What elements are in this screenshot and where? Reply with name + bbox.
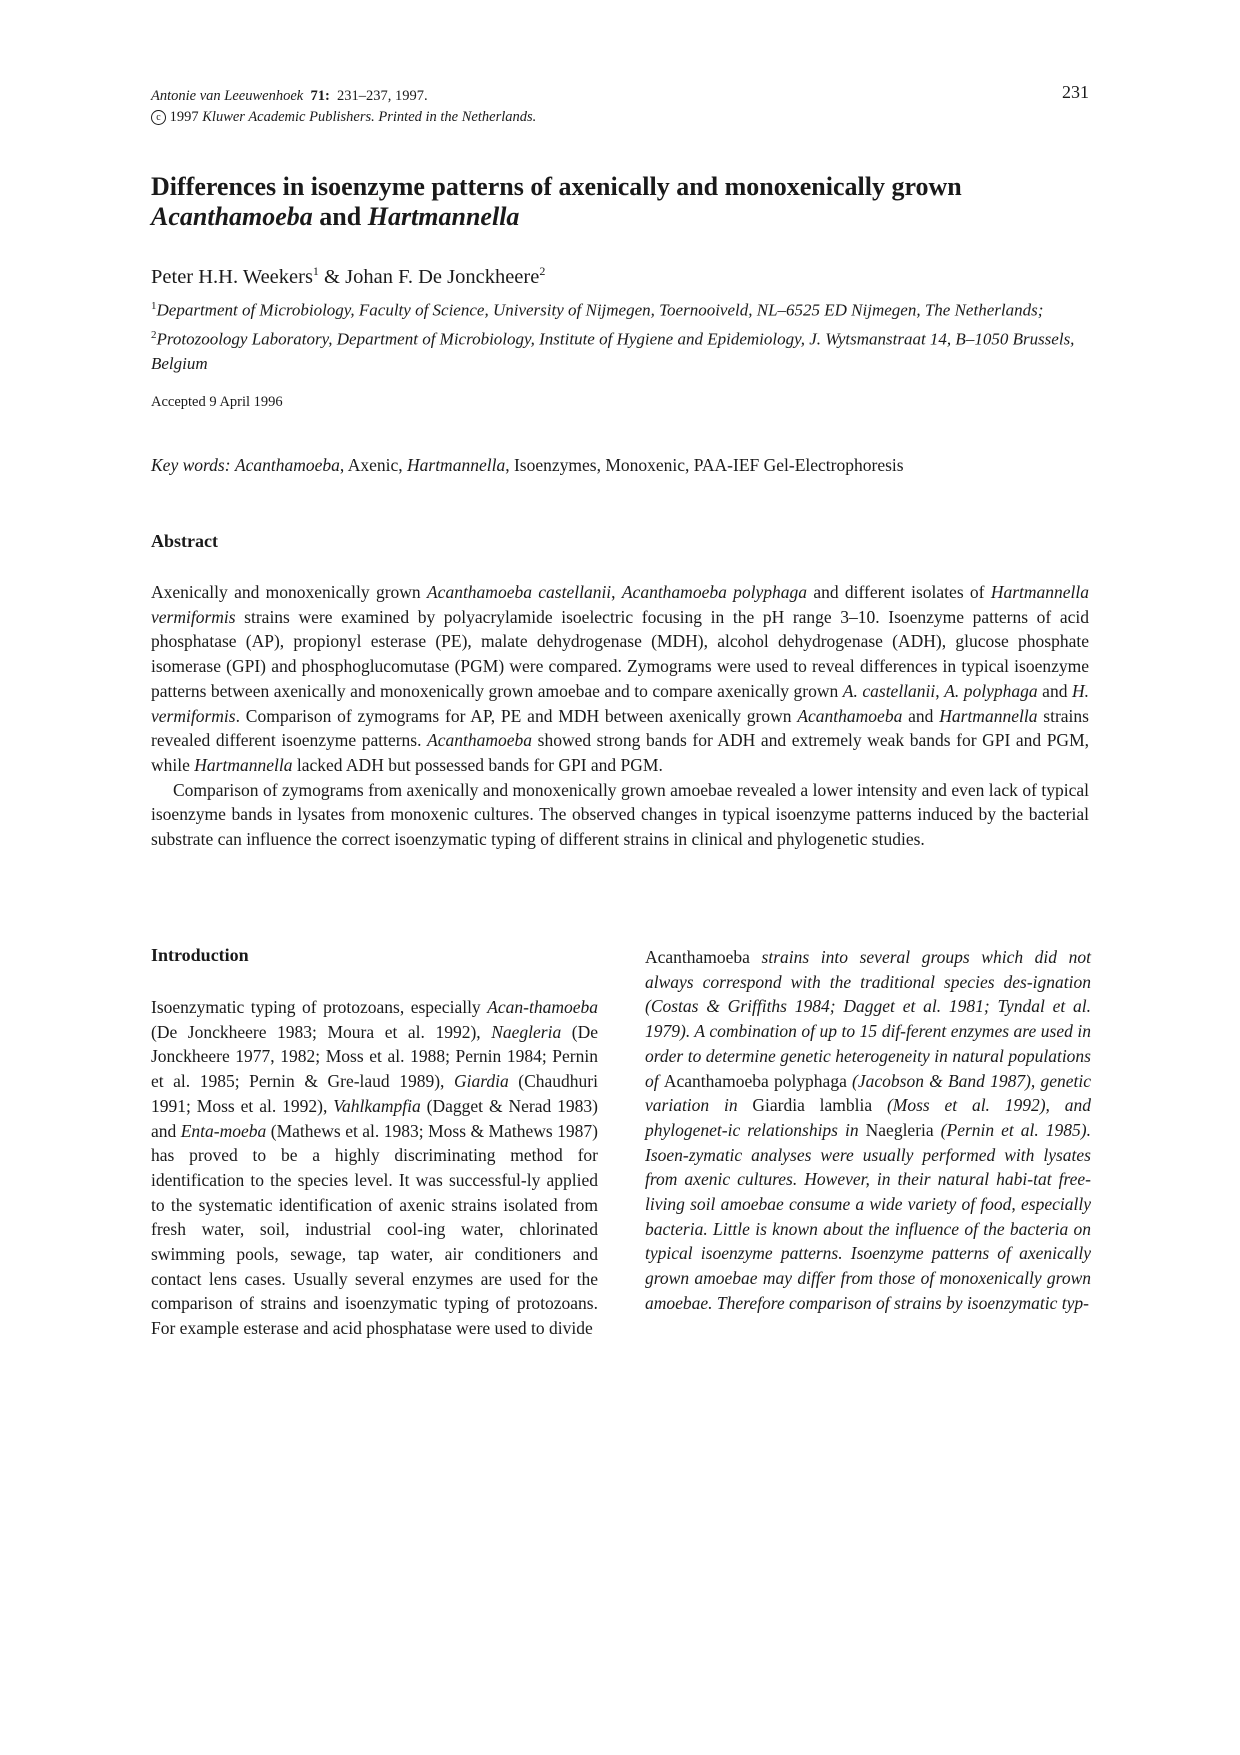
text-run: (De Jonckheere 1977, 1982; Moss et al. 1988; Pernin 1984; Pernin et al. 1985; Pernin & Gre-laud 1989), <box>151 1021 599 1092</box>
text-run: and <box>902 705 940 726</box>
journal-pages: 231–237, 1997. <box>337 88 428 104</box>
affil-2: Protozoology Laboratory, Department of Microbiology, Institute of Hygiene and Epidemiology, J. Wytsmanstraat 14, B–1050 Brussels, Belgium <box>151 329 1075 374</box>
text-run: Isoenzymatic typing of protozoans, especially <box>151 997 488 1017</box>
affil-1: Department of Microbiology, Faculty of Science, University of Nijmegen, Toernooiveld, NL–6525 ED Nijmegen, The Netherlands; <box>156 300 1044 320</box>
text-run: Acanthamoeba <box>645 947 750 967</box>
introduction-paragraph-left <box>151 995 598 1341</box>
text-run: (Mathews et al. 1983; Moss & Mathews 1987) has proved to be a highly discriminating method for identification to the species level. It was successful-ly applied to the systematic identification of axenic strains isolated from fresh water, soil, industrial cool-ing water, chlorinated swimming pools, sewage, tap water, air conditioners and contact lens cases. Usually several enzymes are used for the comparison of strains and isoenzymatic typing of protozoans. For example esterase and acid phosphatase were used to divide <box>151 1120 598 1339</box>
italic-term: Hartmannella <box>939 705 1038 726</box>
italic-term: Giardia <box>453 1071 509 1092</box>
italic-term: A. castellanii <box>842 680 936 701</box>
author-amp: & <box>324 265 340 288</box>
abstract-paragraph-1 <box>151 580 1089 778</box>
abstract-paragraph-2: Comparison of zymograms from axenically and monoxenically grown amoebae revealed a lower intensity and even lack of typical isoenzyme bands in lysates from monoxenic cultures. The observed changes in typical isoenzyme patterns induced by the bacterial substrate can influence the correct isoenzymatic typing of different strains in clinical and phylogenetic studies. <box>151 779 1089 850</box>
text-run: and different isolates of <box>807 582 991 602</box>
text-run: strains revealed different isoenzyme patterns. <box>151 705 1089 751</box>
italic-term: Naegleria <box>491 1021 562 1042</box>
journal-header <box>151 86 536 128</box>
italic-term: Vahlkampfia <box>333 1095 421 1116</box>
introduction-right-column <box>645 945 1091 1316</box>
text-run: lacked ADH but possessed bands for GPI and PGM. <box>292 754 663 775</box>
paper-title <box>151 172 1091 232</box>
text-run: Giardia lamblia <box>752 1095 873 1116</box>
italic-term: strains into several groups which did not always correspond with the traditional species des-ignation (Costas & Griffiths 1984; Dagget et al. 1981; Tyndal et al. 1979). A combination of up to 15 dif-ferent enzymes are used in order to determine genetic heterogeneity in natural populations of <box>645 947 1091 1091</box>
italic-term: Hartmannella <box>194 754 293 775</box>
italic-term: (Moss et al. 1992), and phylogenet-ic relationships in <box>645 1095 1091 1140</box>
text-run: Axenically and monoxenically grown <box>151 582 427 602</box>
keywords-label: Key words: <box>151 455 231 475</box>
italic-term: Hartmannella vermiformis <box>151 582 1090 627</box>
journal-name: Antonie van Leeuwenhoek <box>151 88 304 104</box>
italic-term: Acanthamoeba <box>427 730 533 751</box>
italic-term: Enta-moeba <box>180 1120 267 1141</box>
author-list <box>151 264 545 289</box>
italic-term: H. vermiformis <box>151 680 1089 726</box>
copyright-year: 1997 <box>169 109 199 125</box>
abstract-body <box>151 580 1089 852</box>
copyright-line <box>151 107 536 128</box>
text-run: (Chaudhuri 1991; Moss et al. 1992), <box>151 1071 598 1116</box>
text-run: , <box>935 680 945 701</box>
affiliations <box>151 294 1091 376</box>
text-run: strains were examined by polyacrylamide isoelectric focusing in the pH range 3–10. Isoenzyme patterns of acid phosphatase (AP), propionyl esterase (PE), malate dehydrogenase (MDH), alcohol dehydrogenase (ADH), glucose phosphate isomerase (GPI) and phosphoglucomutase (PGM) were compared. Zymograms were used to reveal differences in typical isoenzyme patterns between axenically and monoxenically grown amoebae and to compare axenically grown <box>151 606 1089 701</box>
italic-term: (Pernin et al. 1985). Isoen-zymatic analyses were usually performed with lysates from axenic cultures. However, in their natural habi-tat free-living soil amoebae consume a wide variety of food, especially bacteria. Little is known about the influence of the bacteria on typical isoenzyme patterns. Isoenzyme patterns of axenically grown amoebae may differ from those of monoxenically grown amoebae. Therefore comparison of strains by isoenzymatic typ- <box>645 1119 1091 1313</box>
author-1: Peter H.H. Weekers <box>151 265 313 288</box>
keyword-2: , Axenic, <box>339 455 407 475</box>
author-1-sup: 1 <box>312 264 319 278</box>
italic-term: (Jacobson & Band 1987), genetic variation in <box>645 1070 1091 1116</box>
text-run: Naegleria <box>865 1119 934 1140</box>
affil-2-sup: 2 <box>151 328 157 341</box>
title-genus-2: Hartmannella <box>367 202 520 231</box>
text-run: , <box>611 582 622 602</box>
title-line-1: Differences in isoenzyme patterns of axenically and monoxenically grown <box>151 172 962 201</box>
text-run: showed strong bands for ADH and extremely weak bands for GPI and PGM, while <box>151 730 1090 775</box>
copyright-icon: c <box>151 110 166 125</box>
author-2: Johan F. De Jonckheere <box>345 265 540 288</box>
affil-1-sup: 1 <box>151 300 157 312</box>
text-run: (Dagget & Nerad 1983) and <box>151 1095 598 1141</box>
introduction-paragraph-right <box>645 945 1091 1316</box>
italic-term: Acanthamoeba castellanii <box>426 582 612 602</box>
keywords <box>151 455 1091 476</box>
text-run: (De Jonckheere 1983; Moura et al. 1992), <box>151 1021 492 1042</box>
text-run: . Comparison of zymograms for AP, PE and MDH between axenically grown <box>235 705 798 726</box>
introduction-heading: Introduction <box>151 945 249 965</box>
text-run: Acanthamoeba polyphaga <box>663 1070 847 1091</box>
journal-volume: 71: <box>310 88 330 104</box>
abstract-heading: Abstract <box>151 531 218 551</box>
text-run: and <box>1037 680 1072 701</box>
publisher: Kluwer Academic Publishers. Printed in the Netherlands. <box>202 109 537 125</box>
page-number: 231 <box>1062 82 1089 102</box>
italic-term: Acanthamoeba polyphaga <box>621 582 808 602</box>
italic-term: Acan-thamoeba <box>487 997 598 1017</box>
keyword-1: Acanthamoeba <box>234 455 340 475</box>
journal-citation <box>151 86 536 107</box>
keyword-3: Hartmannella <box>407 455 506 475</box>
italic-term: Acanthamoeba <box>797 705 903 726</box>
italic-term: A. polyphaga <box>944 680 1038 701</box>
author-2-sup: 2 <box>539 264 546 278</box>
title-and: and <box>319 202 362 231</box>
keyword-4: , Isoenzymes, Monoxenic, PAA-IEF Gel-Electrophoresis <box>505 455 904 475</box>
introduction-left-column <box>151 995 598 1341</box>
accepted-date: Accepted 9 April 1996 <box>151 394 283 410</box>
title-genus-1: Acanthamoeba <box>151 202 313 231</box>
